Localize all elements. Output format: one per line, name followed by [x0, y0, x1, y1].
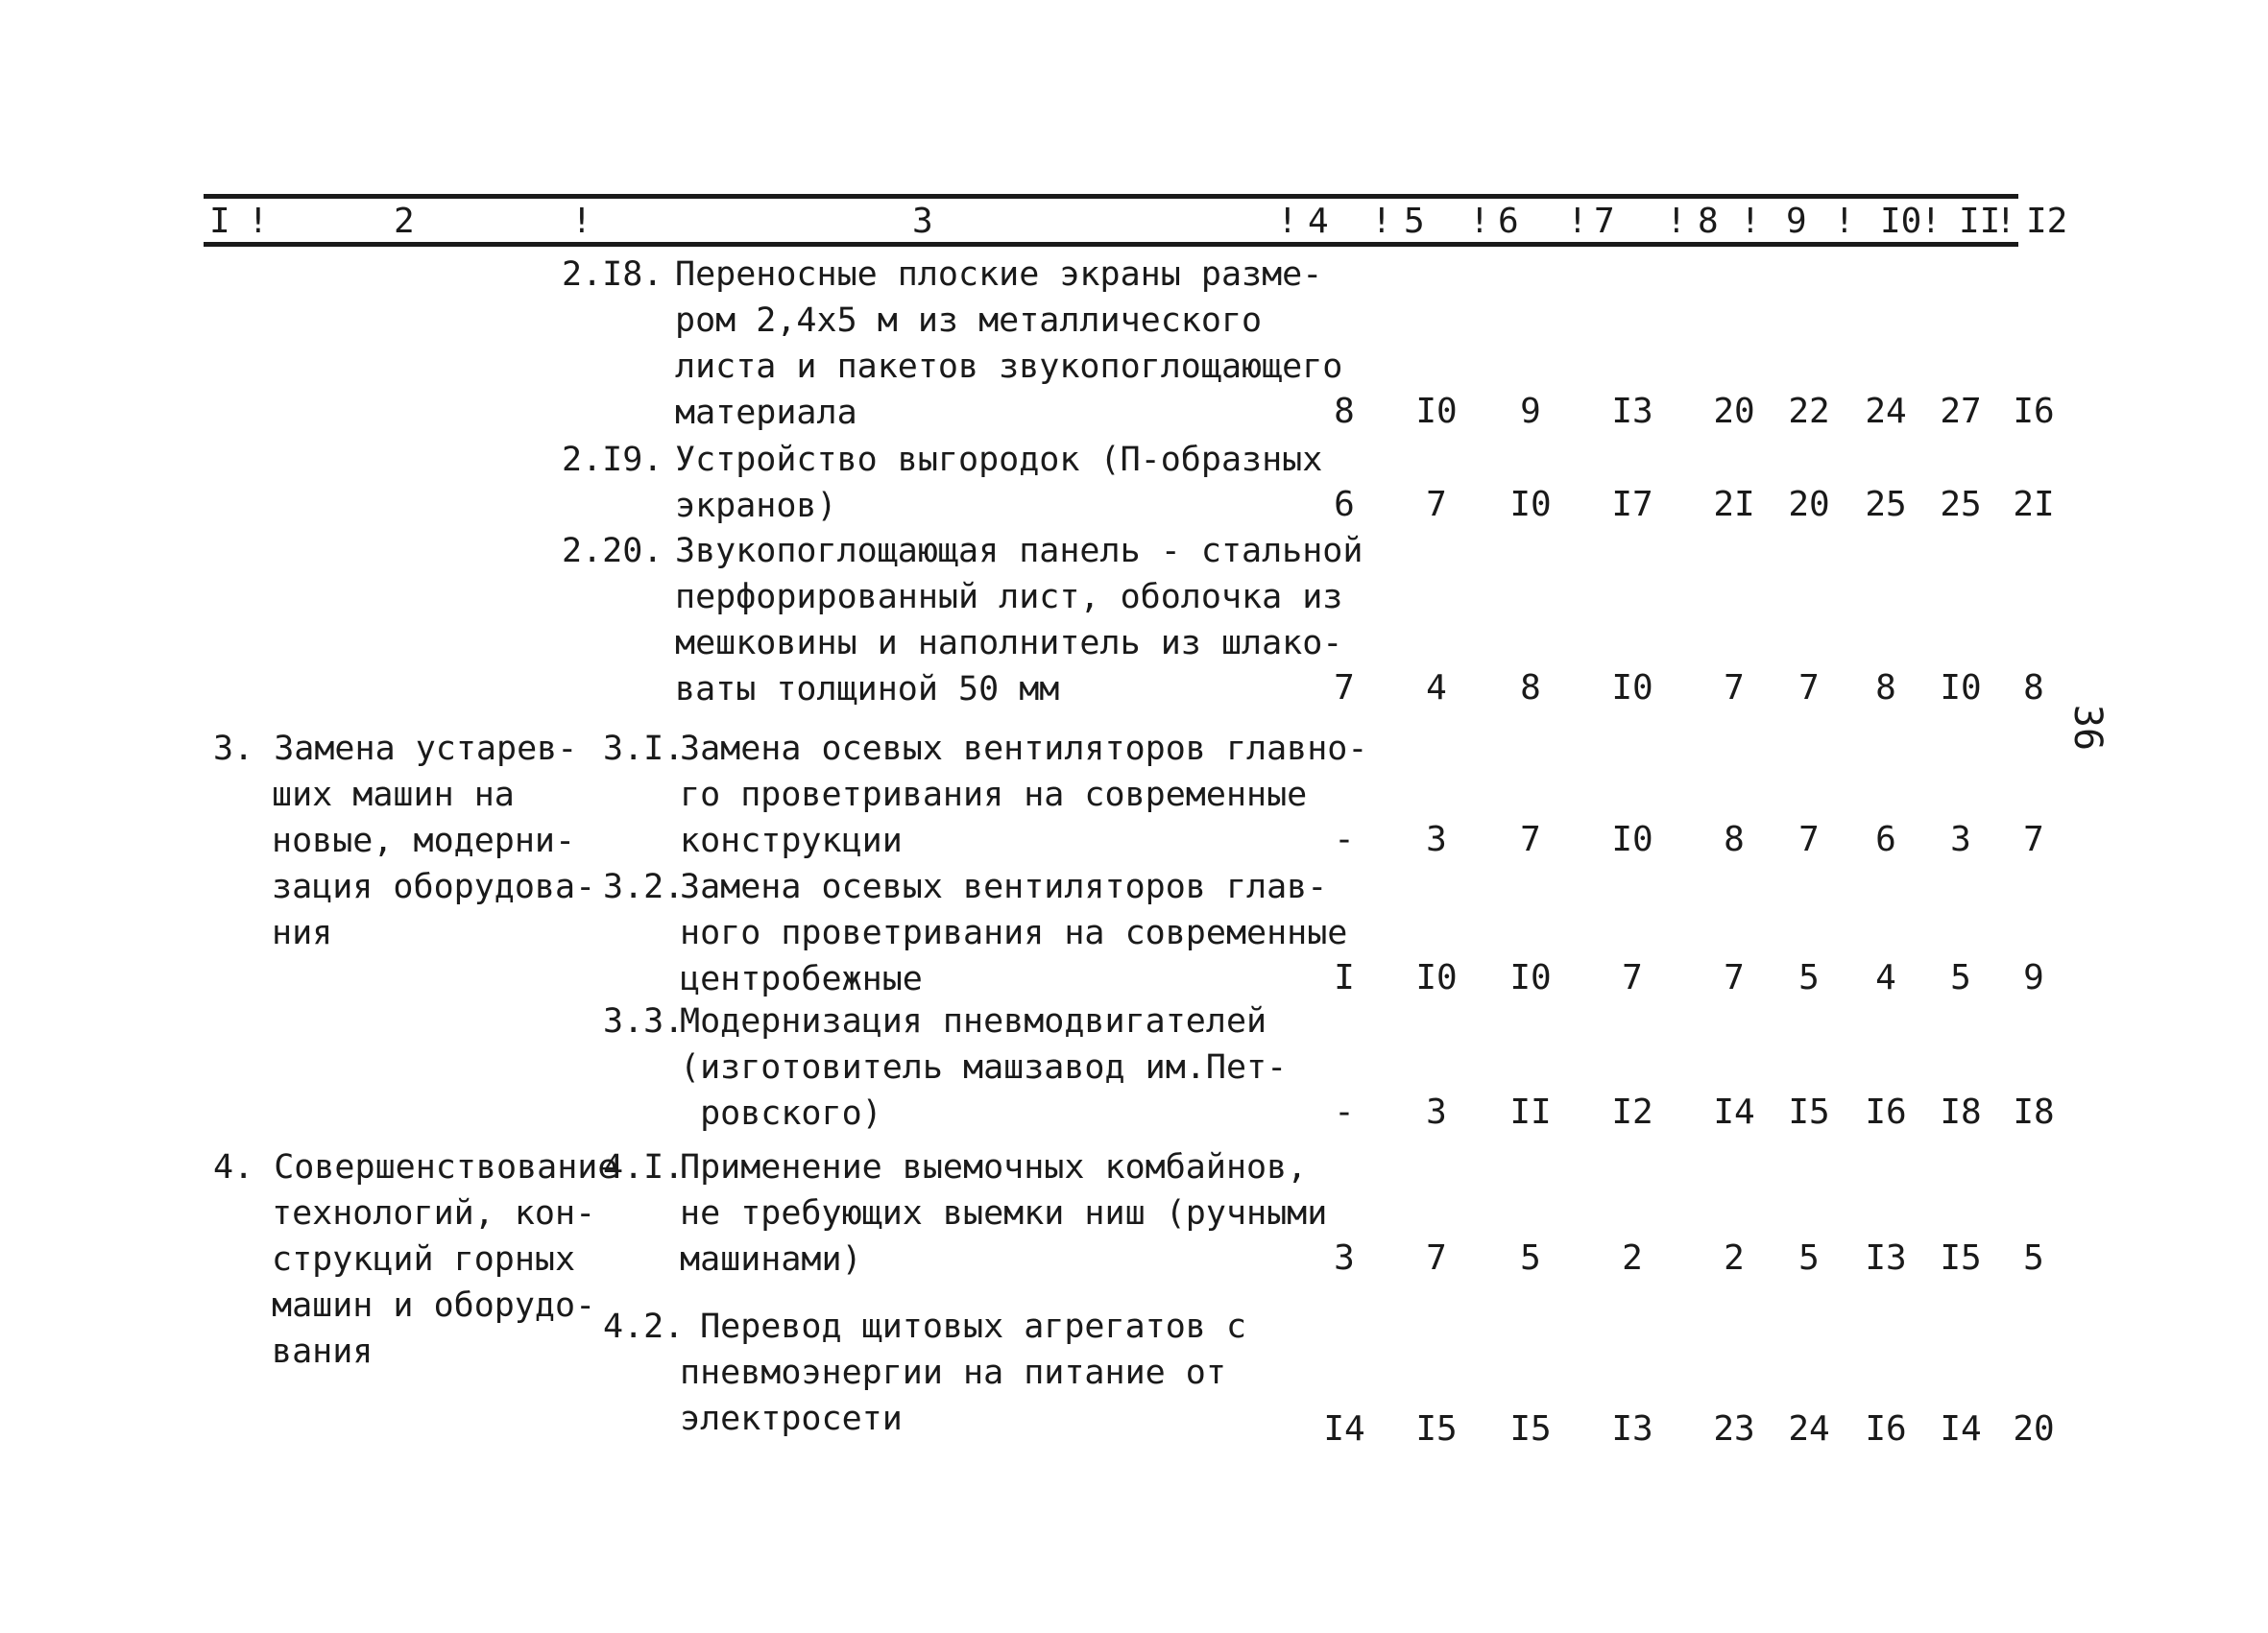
header-separator: !: [1834, 202, 1855, 241]
row-value: 23: [1713, 1409, 1755, 1449]
group-label-3: ших машин на: [272, 776, 515, 814]
row-value: I0: [1509, 958, 1552, 997]
row-value: I4: [1940, 1409, 1982, 1449]
header-col-9: 9: [1786, 202, 1807, 241]
row-value: 9: [2023, 958, 2044, 997]
header-separator: !: [1371, 202, 1392, 241]
row-value: I5: [1940, 1238, 1982, 1278]
row-code: 2.I8.: [562, 255, 664, 294]
header-col-4: 4: [1308, 202, 1329, 241]
row-value: 7: [1520, 820, 1541, 859]
group-label-4: вания: [272, 1333, 374, 1371]
header-separator: !: [1995, 202, 2016, 241]
header-separator: !: [248, 202, 269, 241]
row-value: 5: [2023, 1238, 2044, 1278]
row-value: 7: [1334, 668, 1355, 708]
header-separator: !: [1469, 202, 1490, 241]
header-col-12: I2: [2026, 202, 2068, 241]
row-value: -: [1334, 1093, 1355, 1132]
row-value: 7: [2023, 820, 2044, 859]
row-value: 27: [1940, 392, 1982, 431]
header-top-rule: [204, 194, 2018, 199]
row-description-line: ровского): [680, 1094, 882, 1133]
row-value: 7: [1724, 958, 1745, 997]
row-value: I4: [1323, 1409, 1365, 1449]
row-value: 7: [1426, 485, 1447, 524]
row-value: 5: [1950, 958, 1971, 997]
row-value: 24: [1865, 392, 1907, 431]
row-value: I4: [1713, 1093, 1755, 1132]
row-description-line: машинами): [680, 1240, 862, 1279]
row-value: 5: [1798, 958, 1820, 997]
row-value: 22: [1788, 392, 1830, 431]
header-col-6: 6: [1498, 202, 1519, 241]
row-value: 7: [1724, 668, 1745, 708]
row-value: I5: [1415, 1409, 1458, 1449]
row-description-line: Звукопоглощающая панель - стальной: [675, 532, 1363, 570]
row-description-line: Замена осевых вентиляторов глав-: [680, 868, 1328, 906]
row-code: 3.3.: [603, 1002, 685, 1041]
group-label-4: струкций горных: [272, 1240, 576, 1279]
header-col-1: I: [209, 202, 230, 241]
row-value: I0: [1509, 485, 1552, 524]
row-value: 7: [1622, 958, 1643, 997]
row-value: 2: [1622, 1238, 1643, 1278]
row-code: 3.I.: [603, 730, 685, 768]
row-value: 8: [1334, 392, 1355, 431]
group-label-3: 3. Замена устарев-: [213, 730, 578, 768]
row-description-line: (изготовитель машзавод им.Пет-: [680, 1048, 1288, 1087]
row-code: 4.I.: [603, 1148, 685, 1187]
row-value: 7: [1426, 1238, 1447, 1278]
group-label-3: зация оборудова-: [272, 868, 596, 906]
row-value: 3: [1426, 820, 1447, 859]
row-value: 4: [1426, 668, 1447, 708]
row-value: 25: [1940, 485, 1982, 524]
row-value: II: [1509, 1093, 1552, 1132]
row-description-line: центробежные: [680, 960, 923, 998]
row-description-line: Устройство выгородок (П-образных: [675, 441, 1323, 479]
group-label-4: технологий, кон-: [272, 1194, 596, 1233]
row-value: I0: [1415, 958, 1458, 997]
row-value: 9: [1520, 392, 1541, 431]
header-bottom-rule: [204, 242, 2018, 247]
row-value: I8: [1940, 1093, 1982, 1132]
page-number: 36: [2065, 704, 2111, 752]
row-value: I3: [1611, 1409, 1653, 1449]
header-separator: !: [571, 202, 592, 241]
row-value: 5: [1798, 1238, 1820, 1278]
row-value: 3: [1334, 1238, 1355, 1278]
group-label-3: новые, модерни-: [272, 822, 576, 860]
row-value: I6: [1865, 1409, 1907, 1449]
header-col-5: 5: [1404, 202, 1425, 241]
row-value: 8: [2023, 668, 2044, 708]
row-value: I5: [1788, 1093, 1830, 1132]
row-value: 8: [1724, 820, 1745, 859]
row-code: 3.2.: [603, 868, 685, 906]
header-col-10: I0: [1880, 202, 1922, 241]
row-value: 2: [1724, 1238, 1745, 1278]
row-value: -: [1334, 820, 1355, 859]
row-value: 3: [1426, 1093, 1447, 1132]
row-value: 5: [1520, 1238, 1541, 1278]
row-value: 6: [1875, 820, 1896, 859]
row-value: I0: [1415, 392, 1458, 431]
row-value: 6: [1334, 485, 1355, 524]
row-value: 4: [1875, 958, 1896, 997]
header-col-11: II: [1959, 202, 2001, 241]
row-description-line: Модернизация пневмодвигателей: [680, 1002, 1267, 1041]
row-description-line: го проветривания на современные: [680, 776, 1308, 814]
row-value: I3: [1865, 1238, 1907, 1278]
header-separator: !: [1920, 202, 1942, 241]
row-value: I8: [2013, 1093, 2055, 1132]
row-value: 8: [1520, 668, 1541, 708]
group-label-3: ния: [272, 914, 333, 952]
row-value: I7: [1611, 485, 1653, 524]
row-value: I2: [1611, 1093, 1653, 1132]
row-description-line: ного проветривания на современные: [680, 914, 1348, 952]
row-value: I: [1334, 958, 1355, 997]
row-value: I0: [1611, 668, 1653, 708]
row-value: I6: [1865, 1093, 1907, 1132]
row-description-line: экранов): [675, 487, 837, 525]
row-description-line: материала: [675, 394, 857, 432]
row-value: 20: [1713, 392, 1755, 431]
row-description-line: Замена осевых вентиляторов главно-: [680, 730, 1368, 768]
header-col-2: 2: [394, 202, 415, 241]
header-separator: !: [1567, 202, 1588, 241]
row-value: I0: [1940, 668, 1982, 708]
group-label-4: машин и оборудо-: [272, 1286, 596, 1325]
header-separator: !: [1277, 202, 1298, 241]
header-separator: !: [1666, 202, 1687, 241]
row-code: 2.I9.: [562, 441, 664, 479]
row-description-line: Применение выемочных комбайнов,: [680, 1148, 1308, 1187]
row-description-line: мешковины и наполнитель из шлако-: [675, 624, 1343, 662]
row-code: 2.20.: [562, 532, 664, 570]
row-description-line: Перевод щитовых агрегатов с: [680, 1308, 1247, 1346]
row-description-line: пневмоэнергии на питание от: [680, 1354, 1226, 1392]
row-description-line: ваты толщиной 50 мм: [675, 670, 1060, 708]
row-description-line: перфорированный лист, оболочка из: [675, 578, 1343, 616]
row-description-line: ром 2,4х5 м из металлического: [675, 301, 1263, 340]
row-code: 4.2.: [603, 1308, 685, 1346]
group-label-4: 4. Совершенствование: [213, 1148, 618, 1187]
row-value: 24: [1788, 1409, 1830, 1449]
row-value: I6: [2013, 392, 2055, 431]
row-value: 3: [1950, 820, 1971, 859]
row-value: 7: [1798, 820, 1820, 859]
header-col-3: 3: [912, 202, 933, 241]
row-value: I5: [1509, 1409, 1552, 1449]
header-separator: !: [1740, 202, 1761, 241]
row-value: 20: [1788, 485, 1830, 524]
row-value: 2I: [1713, 485, 1755, 524]
row-description-line: не требующих выемки ниш (ручными: [680, 1194, 1328, 1233]
row-value: 2I: [2013, 485, 2055, 524]
row-value: I0: [1611, 820, 1653, 859]
header-col-8: 8: [1698, 202, 1719, 241]
row-description-line: конструкции: [680, 822, 903, 860]
row-value: I3: [1611, 392, 1653, 431]
header-col-7: 7: [1594, 202, 1615, 241]
row-description-line: Переносные плоские экраны разме-: [675, 255, 1323, 294]
row-value: 8: [1875, 668, 1896, 708]
row-description-line: листа и пакетов звукопоглощающего: [675, 348, 1343, 386]
row-description-line: электросети: [680, 1400, 903, 1438]
row-value: 20: [2013, 1409, 2055, 1449]
row-value: 7: [1798, 668, 1820, 708]
row-value: 25: [1865, 485, 1907, 524]
